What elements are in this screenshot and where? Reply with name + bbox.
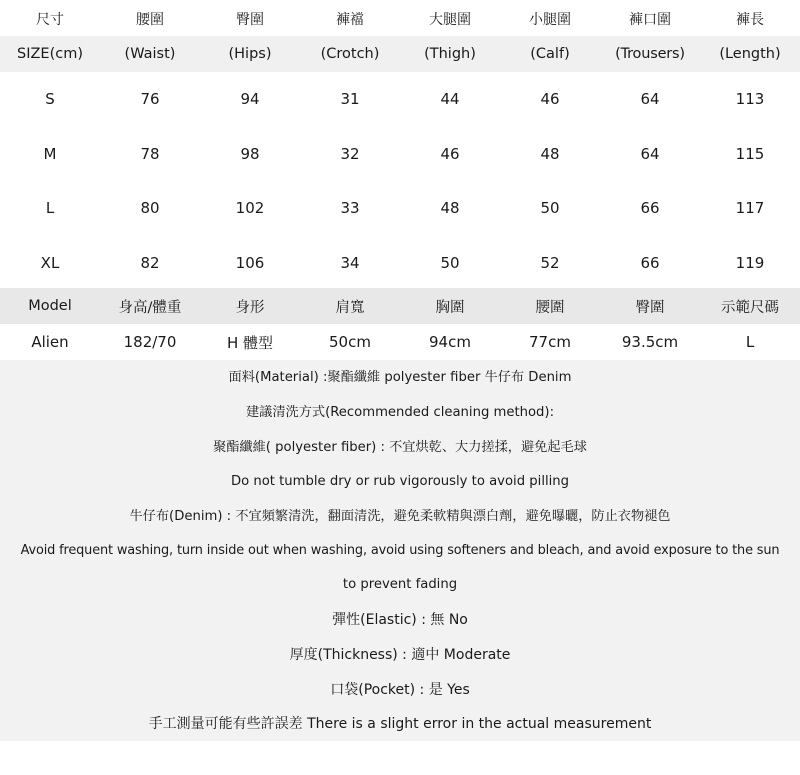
length-value: 119	[735, 253, 765, 272]
hips-value: 106	[235, 253, 265, 272]
polyester-care-cn: 聚酯纖維( polyester fiber) : 不宜烘乾、大力搓揉，避免起毛球	[213, 440, 587, 455]
crotch-value: 34	[340, 253, 360, 272]
size-label: L	[45, 199, 55, 218]
table-row	[0, 236, 800, 291]
header-en-trousers: (Trousers)	[615, 46, 685, 62]
size-table	[0, 0, 800, 290]
hips-value: 94	[240, 90, 260, 109]
header-en-calf: (Calf)	[530, 46, 570, 62]
header-en-thigh: (Thigh)	[424, 46, 476, 62]
thigh-value: 50	[440, 253, 460, 272]
model-body-shape: H 體型	[226, 333, 274, 352]
length-value: 115	[735, 144, 765, 163]
header-en-length: (Length)	[719, 46, 781, 62]
thigh-value: 44	[440, 90, 460, 109]
thigh-value: 48	[440, 199, 460, 218]
calf-value: 48	[540, 144, 560, 163]
size-label: XL	[40, 253, 60, 272]
trousers-value: 66	[640, 253, 660, 272]
elastic-note: 彈性(Elastic) : 無 No	[332, 612, 468, 628]
model-height-weight: 182/70	[123, 333, 177, 351]
model-header-height-weight: 身高/體重	[118, 299, 182, 316]
size-header-chinese-row	[0, 0, 800, 36]
crotch-value: 33	[340, 199, 360, 218]
model-name: Alien	[31, 333, 69, 351]
header-en-crotch: (Crotch)	[320, 46, 380, 62]
material-note: 面料(Material) :聚酯纖維 polyester fiber 牛仔布 Denim	[228, 370, 572, 385]
waist-value: 78	[140, 144, 160, 163]
header-cn-trousers: 褲口圍	[629, 12, 671, 28]
trousers-value: 66	[640, 199, 660, 218]
length-value: 117	[735, 199, 765, 218]
measurement-error-note: 手工測量可能有些許誤差 There is a slight error in the actual measurement	[148, 716, 652, 732]
table-row	[0, 72, 800, 127]
model-header-shoulder: 肩寬	[335, 299, 365, 316]
cleaning-method-title: 建議清洗方式(Recommended cleaning method):	[245, 405, 555, 420]
model-header-hips: 臀圍	[635, 299, 665, 316]
size-header-english-row	[0, 36, 800, 72]
model-waist: 77cm	[529, 333, 571, 351]
thigh-value: 46	[440, 144, 460, 163]
waist-value: 80	[140, 199, 160, 218]
waist-value: 82	[140, 253, 160, 272]
model-header-chest: 胸圍	[435, 299, 465, 316]
denim-care-en-line-1: Avoid frequent washing, turn inside out when washing, avoid using softeners and bleach, and avoid exposure to the sun	[20, 543, 780, 558]
hips-value: 102	[235, 199, 265, 218]
trousers-value: 64	[640, 90, 660, 109]
model-size-worn: L	[745, 333, 755, 351]
header-cn-crotch: 褲襠	[336, 12, 364, 28]
model-header-body-shape: 身形	[235, 299, 265, 316]
model-header-waist: 腰圍	[535, 299, 565, 316]
header-cn-size: 尺寸	[36, 12, 64, 28]
table-row	[0, 181, 800, 236]
crotch-value: 31	[340, 90, 360, 109]
pocket-note: 口袋(Pocket) : 是 Yes	[330, 682, 470, 698]
size-label: S	[45, 90, 55, 109]
calf-value: 50	[540, 199, 560, 218]
calf-value: 46	[540, 90, 560, 109]
model-header-size-worn: 示範尺碼	[721, 299, 779, 316]
model-hips: 93.5cm	[621, 333, 679, 351]
model-header-row	[0, 288, 800, 324]
table-row	[0, 127, 800, 182]
header-en-waist: (Waist)	[124, 46, 176, 62]
calf-value: 52	[540, 253, 560, 272]
denim-care-en-line-2: to prevent fading	[342, 577, 458, 592]
header-en-hips: (Hips)	[228, 46, 272, 62]
header-cn-waist: 腰圍	[136, 12, 164, 28]
header-cn-length: 褲長	[736, 12, 764, 28]
product-notes	[0, 360, 800, 741]
header-en-size: SIZE(cm)	[17, 46, 83, 62]
trousers-value: 64	[640, 144, 660, 163]
denim-care-cn: 牛仔布(Denim) : 不宜頻繁清洗，翻面清洗，避免柔軟精與漂白劑，避免曝曬，防止衣物褪色	[129, 509, 671, 524]
model-header-model: Model	[28, 298, 72, 314]
header-cn-calf: 小腿圍	[529, 12, 571, 28]
header-cn-thigh: 大腿圍	[429, 12, 471, 28]
hips-value: 98	[240, 144, 260, 163]
thickness-note: 厚度(Thickness) : 適中 Moderate	[289, 647, 511, 663]
model-chest: 94cm	[429, 333, 471, 351]
size-label: M	[43, 144, 57, 163]
polyester-care-en: Do not tumble dry or rub vigorously to avoid pilling	[230, 474, 570, 489]
length-value: 113	[735, 90, 765, 109]
model-data-row	[0, 324, 800, 360]
waist-value: 76	[140, 90, 160, 109]
header-cn-hips: 臀圍	[236, 12, 264, 28]
crotch-value: 32	[340, 144, 360, 163]
model-shoulder: 50cm	[329, 333, 371, 351]
